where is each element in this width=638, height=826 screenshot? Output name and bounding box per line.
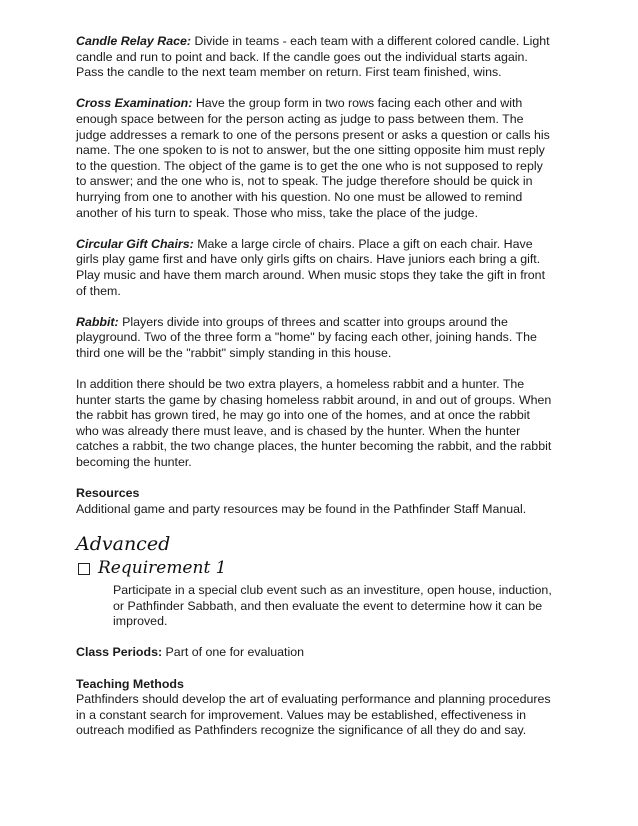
game-description: Divide in teams - each team with a different colored candle. Light candle and run to point and back. If the candle goes out the individual starts again. Pass the candle to the next team member on return. First team finished, wins. (76, 34, 550, 80)
class-periods-text: Part of one for evaluation (165, 645, 304, 660)
requirement-label: Requirement 1 (98, 558, 227, 578)
requirement-heading (78, 557, 556, 579)
requirement-text: Participate in a special club event such as an investiture, open house, induction, or Pathfinder Sabbath, and then evaluate the event to determine how it can be improved. (113, 583, 552, 629)
game-description: Make a large circle of chairs. Place a gift on each chair. Have girls play game first and have only girls gifts on chairs. Have juniors each bring a gift. Play music and have them march around. When music stops they take the gift in front of them. (76, 236, 546, 298)
resources-text: Additional game and party resources may be found in the Pathfinder Staff Manual. (76, 501, 527, 516)
game-description: Have the group form in two rows facing each other and with enough space between for the person acting as judge to pass between them. The judge addresses a remark to one of the persons present or asks a question or calls his name. The one spoken to is not to answer, but the one sitting opposite him must reply to the question. The object of the game is to get the one who is not supposed to reply to answer; and the one who is, not to speak. The judge therefore should be quick in hurrying from one to another with his question. No one must be allowed to remind another of his turn to speak. Those who miss, take the place of the judge. (76, 96, 550, 220)
rabbit-continued-paragraph: In addition there should be two extra players, a homeless rabbit and a hunter. The hunter starts the game by chasing homeless rabbit around, in and out of groups. When the rabbit has grown tired, he may go into one of the homes, and at once the rabbit who was already there must leave, and is chased by the hunter. When the hunter catches a rabbit, the two change places, the hunter becoming the rabbit, and the rabbit becoming the hunter. (76, 377, 552, 470)
checkbox-icon (78, 563, 90, 575)
game-circular-gift-chairs (76, 237, 556, 299)
class-periods-label: Class Periods: (76, 645, 163, 660)
document-page (76, 34, 556, 755)
game-rabbit (76, 315, 556, 362)
resources-section (76, 486, 556, 517)
game-title: Candle Relay Race: (76, 34, 192, 48)
class-periods (76, 645, 556, 661)
advanced-heading: Advanced (76, 533, 171, 555)
game-title: Cross Examination: (76, 96, 193, 111)
game-candle-relay-race (76, 34, 556, 81)
teaching-methods-heading: Teaching Methods (76, 676, 184, 691)
teaching-methods-section (76, 677, 556, 739)
game-cross-examination (76, 96, 556, 221)
teaching-methods-text: Pathfinders should develop the art of evaluating performance and planning procedures in a constant search for improvement. Values may be established, effectiveness in outreach modified as Pathfinders recognize the significance of all they do and say. (76, 692, 551, 738)
game-description: Players divide into groups of threes and scatter into groups around the playground. Two of the three form a "home" by facing each other, joining hands. The third one will be the "rabbit" simply standing in this house. (76, 314, 537, 360)
resources-heading: Resources (76, 486, 140, 501)
game-title: Circular Gift Chairs: (76, 236, 194, 251)
game-title: Rabbit: (76, 314, 119, 329)
